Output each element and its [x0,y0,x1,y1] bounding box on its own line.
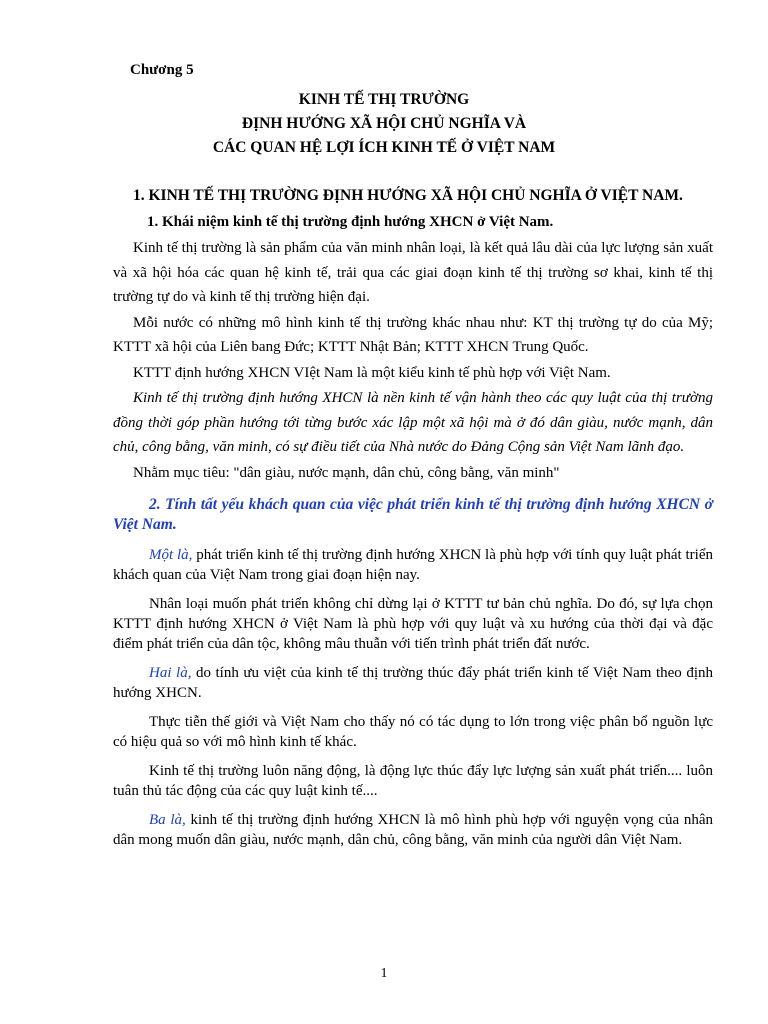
paragraph-text: do tính ưu việt của kinh tế thị trường thúc đẩy phát triển kinh tế Việt Nam theo định hướng XHCN. [113,665,713,701]
paragraph-2: Mỗi nước có những mô hình kinh tế thị trường khác nhau như: KT thị trường tự do của Mỹ; KTTT xã hội của Liên bang Đức; KTTT Nhật Bản; KTTT XHCN Trung Quốc. [113,314,713,355]
paragraph-1: Kinh tế thị trường là sản phẩm của văn minh nhân loại, là kết quả lâu dài của lực lượng sản xuất và xã hội hóa các quan hệ kinh tế, trải qua các giai đoạn kinh tế thị trường sơ khai, kinh tế thị trường tự do và kinh tế thị trường hiện đại. [113,240,713,305]
subsection-heading-1: 1. Khái niệm kinh tế thị trường định hướng XHCN ở Việt Nam. [147,214,554,230]
chapter-title [0,88,768,160]
paragraph-3: KTTT định hướng XHCN VIệt Nam là một kiểu kinh tế phù hợp với Việt Nam. [133,364,611,381]
lead-phrase: Một là, [149,547,193,563]
paragraph-7: Nhân loại muốn phát triển không chỉ dừng lại ở KTTT tư bản chủ nghĩa. Do đó, sự lựa chọn KTTT định hướng XHCN ở Việt Nam là phù hợp với quy luật và xu hướng của thời đại và đặc điểm phát triển của dân tộc, không mâu thuẫn với tiến trình phát triển đất nước. [113,596,713,652]
lead-phrase: Hai là, [149,665,192,681]
subsection-heading-2: 2. Tính tất yếu khách quan của việc phát triển kinh tế thị trường định hướng XHCN ở Việt Nam. [113,496,713,533]
paragraph-9: Thực tiễn thế giới và Việt Nam cho thấy nó có tác dụng to lớn trong việc phân bổ nguồn lực có hiệu quả so với mô hình kinh tế khác. [113,714,713,750]
document-body [113,183,713,859]
title-line-3: CÁC QUAN HỆ LỢI ÍCH KINH TẾ Ở VIỆT NAM [212,139,556,156]
paragraph-text: kinh tế thị trường định hướng XHCN là mô hình phù hợp với nguyện vọng của nhân dân mong muốn dân giàu, nước mạnh, dân chủ, công bằng, văn minh của người dân Việt Nam. [113,812,713,848]
paragraph-4-definition: Kinh tế thị trường định hướng XHCN là nền kinh tế vận hành theo các quy luật của thị trường đồng thời góp phần hướng tới từng bước xác lập một xã hội mà ở đó dân giàu, nước mạnh, dân chủ, công bằng, văn minh, có sự điều tiết của Nhà nước do Đảng Cộng sản Việt Nam lãnh đạo. [113,390,713,455]
paragraph-5-goal: Nhằm mục tiêu: "dân giàu, nước mạnh, dân chủ, công bằng, văn minh" [133,464,560,481]
chapter-label: Chương 5 [130,62,194,78]
paragraph-11 [113,810,713,850]
lead-phrase: Ba là, [149,812,186,828]
paragraph-text: phát triển kinh tế thị trường định hướng XHCN là phù hợp với tính quy luật phát triển khách quan của Việt Nam trong giai đoạn hiện nay. [113,547,713,583]
title-line-2: ĐỊNH HƯỚNG XÃ HỘI CHỦ NGHĨA VÀ [241,115,527,132]
page-number: 1 [380,966,388,981]
paragraph-10: Kinh tế thị trường luôn năng động, là động lực thúc đẩy lực lượng sản xuất phát triển.... luôn tuân thủ tác động của các quy luật kinh tế.... [113,763,713,799]
title-line-1: KINH TẾ THỊ TRƯỜNG [298,91,470,108]
section-heading: 1. KINH TẾ THỊ TRƯỜNG ĐỊNH HƯỚNG XÃ HỘI CHỦ NGHĨA Ở VIỆT NAM. [133,187,683,204]
paragraph-8 [113,663,713,703]
paragraph-6 [113,545,713,585]
